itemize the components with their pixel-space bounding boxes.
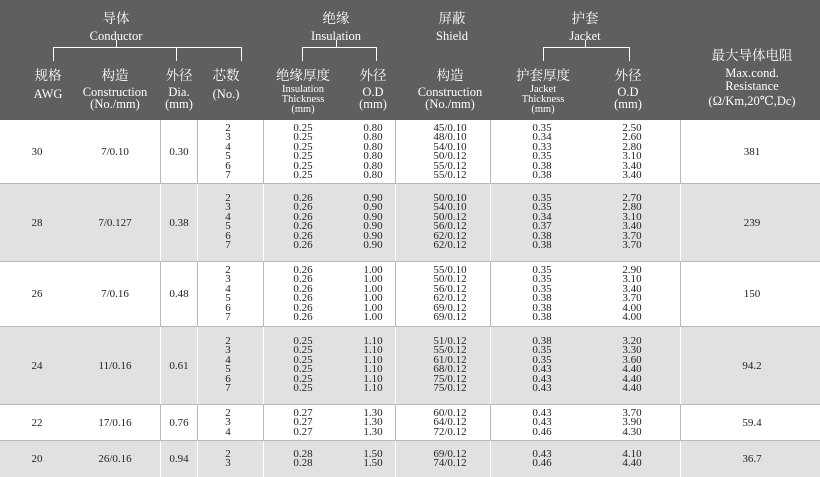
ins-thickness-col: 0.26 0.26 0.26 0.26 0.26 0.26 — [293, 192, 313, 252]
jacket-thickness-unit: (mm) — [531, 104, 555, 115]
construction-cell: 11/0.16 — [98, 359, 132, 372]
table-row — [0, 262, 820, 327]
awg-cell: 30 — [31, 145, 43, 158]
jacket-od-label-zh: 外径 — [614, 68, 642, 84]
resistance-cell: 59.4 — [742, 416, 762, 429]
ins-thickness-col: 0.25 0.25 0.25 0.25 0.25 0.25 — [293, 122, 313, 182]
cores-label-zh: 芯数 — [212, 68, 240, 84]
shield-col: 60/0.12 64/0.12 72/0.12 — [433, 407, 467, 438]
shield-col: 45/0.10 48/0.10 54/0.10 50/0.12 55/0.12 55/0.12 — [433, 122, 467, 182]
ins-od-col: 0.80 0.80 0.80 0.80 0.80 0.80 — [363, 122, 383, 182]
jacket-thickness-col: 0.35 0.35 0.34 0.37 0.38 0.38 — [532, 192, 552, 252]
dia-cell: 0.48 — [169, 288, 189, 300]
resistance-cell: 381 — [743, 145, 761, 158]
jacket-bracket — [543, 47, 629, 48]
table-header — [0, 0, 820, 120]
construction-label-zh: 构造 — [101, 68, 129, 84]
awg-cell: 22 — [31, 416, 43, 429]
shield-col: 55/0.10 50/0.12 56/0.12 62/0.12 69/0.12 69/0.12 — [433, 264, 467, 324]
jacket-od-unit: (mm) — [614, 97, 642, 111]
jacket-thickness-col: 0.43 0.46 — [532, 448, 552, 470]
awg-cell: 24 — [31, 359, 43, 372]
insulation-bracket — [302, 47, 376, 48]
awg-cell: 20 — [31, 453, 43, 465]
dia-cell: 0.76 — [169, 416, 189, 429]
dia-cell: 0.61 — [169, 359, 189, 372]
jacket-title-en: Jacket — [569, 29, 601, 43]
construction-label-en: Construction — [82, 85, 148, 99]
ins-od-col: 1.30 1.30 1.30 — [363, 407, 383, 438]
awg-cell: 28 — [31, 216, 43, 229]
jacket-od-col: 2.90 3.10 3.40 3.70 4.00 4.00 — [622, 264, 642, 324]
jacket-thickness-col: 0.35 0.35 0.35 0.38 0.38 0.38 — [532, 264, 552, 324]
table-row — [0, 441, 820, 477]
construction-cell: 7/0.16 — [101, 288, 129, 300]
resistance-title-zh: 最大导体电阻 — [711, 48, 793, 64]
jacket-od-col: 4.10 4.40 — [622, 448, 642, 470]
resistance-cell: 239 — [743, 216, 761, 229]
awg-cell: 26 — [31, 288, 43, 300]
table-row — [0, 184, 820, 262]
conductor-bracket — [53, 47, 241, 48]
resistance-title-en3: (Ω/Km,20℃,Dc) — [708, 94, 796, 108]
construction-cell: 7/0.10 — [101, 145, 129, 158]
jacket-thickness-col: 0.38 0.35 0.35 0.43 0.43 0.43 — [532, 335, 552, 395]
shield-col: 50/0.10 54/0.10 50/0.12 56/0.12 62/0.12 62/0.12 — [433, 192, 467, 252]
ins-od-col: 1.50 1.50 — [363, 448, 383, 470]
cores-col: 2 3 4 — [225, 407, 231, 438]
dia-cell: 0.94 — [169, 453, 189, 465]
ins-od-label-en: O.D — [362, 85, 384, 99]
shield-col: 51/0.12 55/0.12 61/0.12 68/0.12 75/0.12 75/0.12 — [433, 335, 467, 395]
ins-od-col: 1.10 1.10 1.10 1.10 1.10 1.10 — [363, 335, 383, 395]
resistance-cell: 150 — [743, 288, 761, 300]
awg-label-zh: 规格 — [34, 68, 62, 84]
jacket-thickness-label-zh: 护套厚度 — [516, 68, 570, 84]
cores-label-en: (No.) — [212, 87, 240, 101]
shield-construction-unit: (No./mm) — [425, 97, 475, 111]
jacket-title-zh: 护套 — [571, 11, 599, 27]
ins-thickness-label-en1: Insulation — [282, 84, 324, 95]
resistance-title-en2: Resistance — [725, 79, 779, 93]
table-row — [0, 405, 820, 441]
cores-col: 2 3 4 5 6 7 — [225, 264, 231, 324]
shield-title-en: Shield — [436, 29, 468, 43]
resistance-title-en1: Max.cond. — [725, 66, 779, 80]
ins-thickness-col: 0.26 0.26 0.26 0.26 0.26 0.26 — [293, 264, 313, 324]
table-row — [0, 120, 820, 184]
jacket-thickness-col: 0.35 0.34 0.33 0.35 0.38 0.38 — [532, 122, 552, 182]
ins-od-unit: (mm) — [359, 97, 387, 111]
cores-col: 2 3 4 5 6 7 — [225, 335, 231, 395]
construction-cell: 7/0.127 — [98, 216, 132, 229]
jacket-od-col: 3.20 3.30 3.60 4.40 4.40 4.40 — [622, 335, 642, 395]
ins-od-col: 0.90 0.90 0.90 0.90 0.90 0.90 — [363, 192, 383, 252]
dia-unit: (mm) — [165, 97, 193, 111]
ins-thickness-col: 0.27 0.27 0.27 — [293, 407, 313, 438]
shield-construction-label-zh: 构造 — [436, 68, 464, 84]
cores-col: 2 3 4 5 6 7 — [225, 122, 231, 182]
resistance-cell: 94.2 — [742, 359, 762, 372]
jacket-thickness-label-en2: Thickness — [521, 94, 565, 105]
conductor-title-zh: 导体 — [102, 11, 130, 27]
jacket-od-col: 2.50 2.60 2.80 3.10 3.40 3.40 — [622, 122, 642, 182]
ins-thickness-label-zh: 绝缘厚度 — [276, 68, 330, 84]
jacket-od-col: 2.70 2.80 3.10 3.40 3.70 3.70 — [622, 192, 642, 252]
jacket-thickness-col: 0.43 0.43 0.46 — [532, 407, 552, 438]
conductor-title-en: Conductor — [89, 29, 143, 43]
construction-unit: (No./mm) — [90, 97, 140, 111]
insulation-title-en: Insulation — [311, 29, 361, 43]
ins-od-label-zh: 外径 — [359, 68, 387, 84]
ins-thickness-col: 0.28 0.28 — [293, 448, 313, 470]
shield-construction-label-en: Construction — [417, 85, 483, 99]
ins-od-col: 1.00 1.00 1.00 1.00 1.00 1.00 — [363, 264, 383, 324]
awg-label-en: AWG — [33, 87, 63, 101]
ins-thickness-label-en2: Thickness — [281, 94, 325, 105]
dia-cell: 0.38 — [169, 216, 189, 229]
shield-col: 69/0.12 74/0.12 — [433, 448, 467, 470]
table-row — [0, 327, 820, 405]
cores-col: 2 3 — [225, 448, 231, 470]
ins-thickness-unit: (mm) — [291, 104, 315, 115]
construction-cell: 26/0.16 — [98, 453, 132, 465]
jacket-thickness-label-en1: Jacket — [529, 84, 557, 95]
dia-cell: 0.30 — [169, 145, 189, 158]
dia-label-zh: 外径 — [165, 68, 193, 84]
resistance-cell: 36.7 — [742, 453, 762, 465]
cores-col: 2 3 4 5 6 7 — [225, 192, 231, 252]
jacket-od-col: 3.70 3.90 4.30 — [622, 407, 642, 438]
construction-cell: 17/0.16 — [98, 416, 132, 429]
ins-thickness-col: 0.25 0.25 0.25 0.25 0.25 0.25 — [293, 335, 313, 395]
table-body — [0, 120, 820, 477]
jacket-od-label-en: O.D — [617, 85, 639, 99]
dia-label-en: Dia. — [168, 85, 190, 99]
insulation-title-zh: 绝缘 — [322, 11, 350, 27]
shield-title-zh: 屏蔽 — [438, 11, 466, 27]
